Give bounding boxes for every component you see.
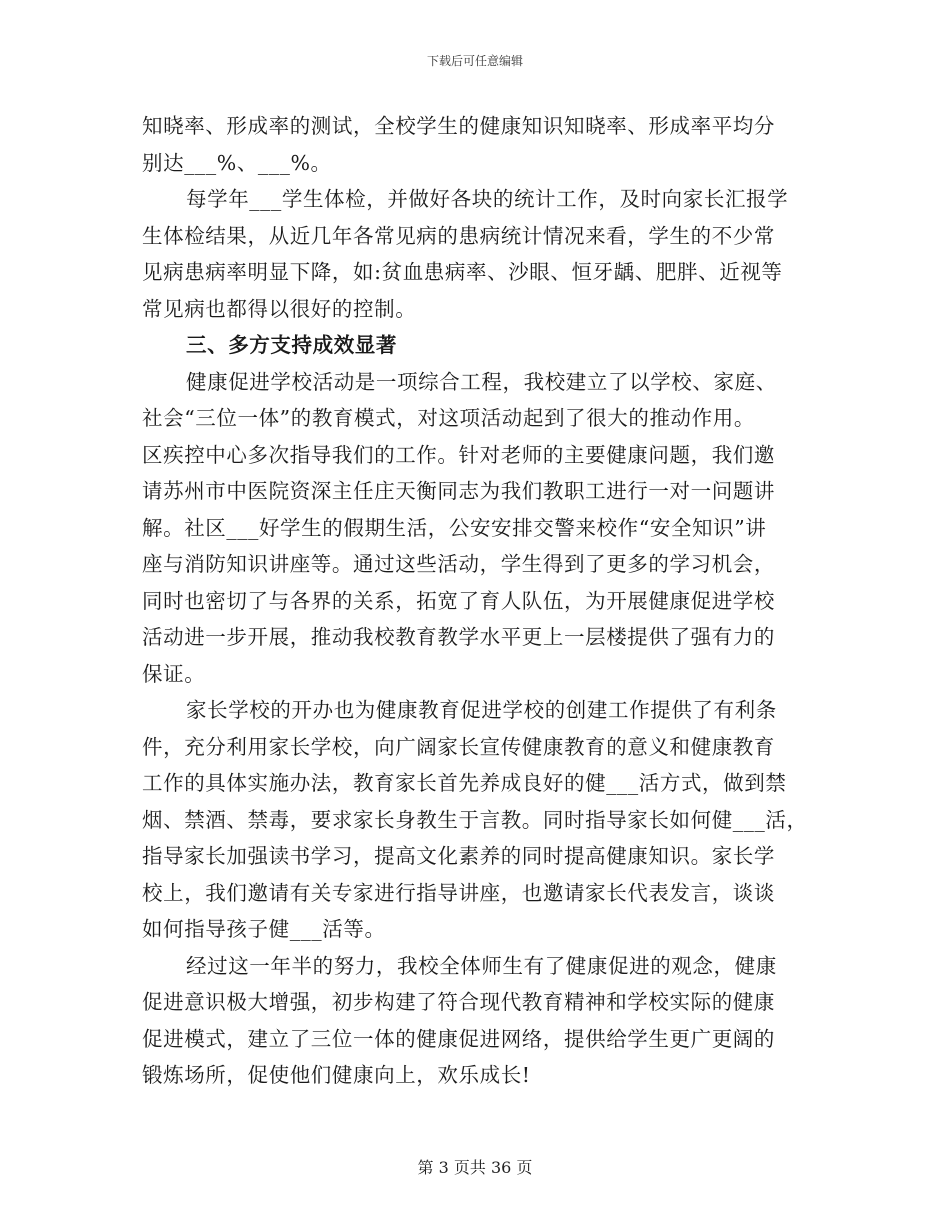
text-line: 活动进一步开展，推动我校教育教学水平更上一层楼提供了强有力的 [142,625,775,649]
text-line: 保证。 [142,661,206,686]
text-line: 锻炼场所，促使他们健康向上，欢乐成长! [142,1063,531,1087]
text-line: 件，充分利用家长学校，向广阔家长宣传健康教育的意义和健康教育 [142,734,775,759]
text-line: 解。社区___好学生的假期生活，公安安排交警来校作“安全知识”讲 [142,515,767,540]
paragraph-start-line: 健康促进学校活动是一项综合工程，我校建立了以学校、家庭、 [186,369,777,394]
paragraph-start-line: 家长学校的开办也为健康教育促进学校的创建工作提供了有利条 [186,698,777,722]
paragraph-start-line: 每学年___学生体检，并做好各块的统计工作，及时向家长汇报学 [186,187,789,211]
text-line: 烟、禁酒、禁毒，要求家长身教生于言教。同时指导家长如何健___活， [142,807,808,832]
text-line: 促进意识极大增强，初步构建了符合现代教育精神和学校实际的健康 [142,990,775,1014]
body-text [142,108,808,1094]
text-line: 如何指导孩子健___活等。 [142,917,386,941]
text-line: 促进模式，建立了三位一体的健康促进网络，提供给学生更广更阔的 [142,1026,775,1051]
text-line: 社会“三位一体”的教育模式，对这项活动起到了很大的推动作用。 [142,406,755,430]
text-line: 知晓率、形成率的测试，全校学生的健康知识知晓率、形成率平均分 [142,114,775,138]
section-heading: 三、多方支持成效显著 [186,333,397,357]
text-line: 区疾控中心多次指导我们的工作。针对老师的主要健康问题，我们邀 [142,442,775,467]
text-line: 见病患病率明显下降，如:贫血患病率、沙眼、恒牙龋、肥胖、近视等 [142,260,783,284]
text-line: 别达___%、___%。 [142,150,332,175]
text-line: 工作的具体实施办法，教育家长首先养成良好的健___活方式，做到禁 [142,771,787,795]
text-line: 指导家长加强读书学习，提高文化素养的同时提高健康知识。家长学 [142,844,775,868]
text-line: 座与消防知识讲座等。通过这些活动，学生得到了更多的学习机会， [142,552,775,576]
page-header: 下载后可任意编辑 [426,54,523,68]
text-line: 常见病也都得以很好的控制。 [142,296,417,321]
paragraph-start-line: 经过这一年半的努力，我校全体师生有了健康促进的观念，健康 [186,953,777,978]
page-footer: 第 3 页共 36 页 [417,1158,533,1177]
text-line: 请苏州市中医院资深主任庄天衡同志为我们教职工进行一对一问题讲 [142,479,775,503]
text-line: 同时也密切了与各界的关系，拓宽了育人队伍，为开展健康促进学校 [142,588,775,613]
text-line: 校上，我们邀请有关专家进行指导讲座，也邀请家长代表发言，谈谈 [142,880,775,905]
text-line: 生体检结果，从近几年各常见病的患病统计情况来看，学生的不少常 [142,223,775,248]
